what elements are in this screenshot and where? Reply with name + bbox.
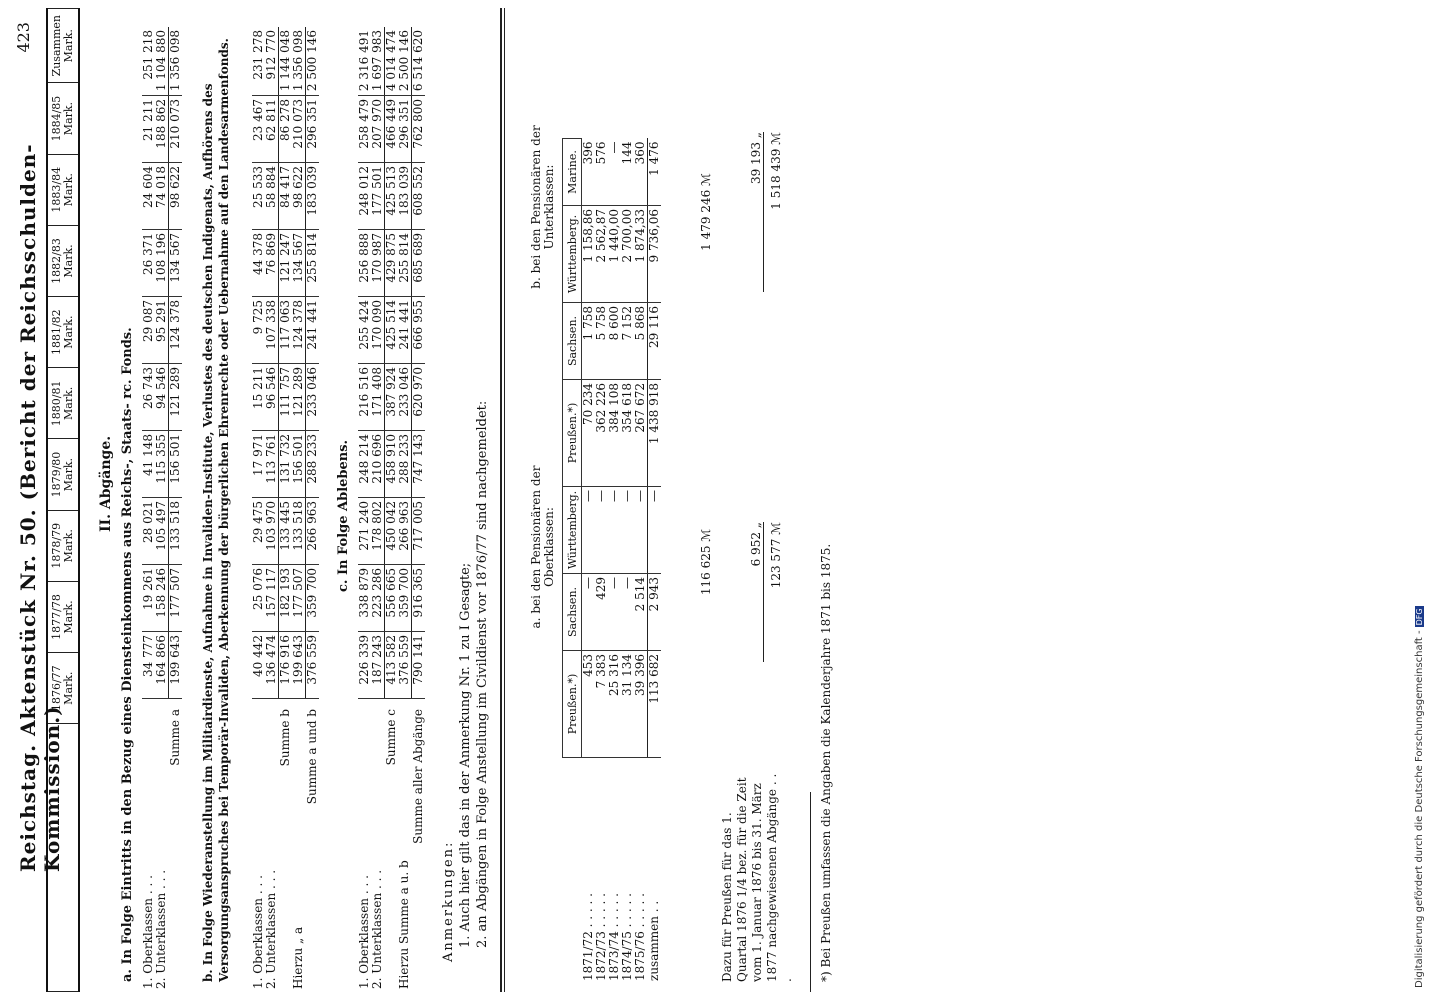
row-label: 1872/73 . . . . . (594, 893, 608, 981)
value-cell: 94 546 (155, 364, 169, 431)
value-cell: — (621, 574, 634, 651)
row-label: 1. Oberklassen . . . (141, 875, 155, 989)
sum-row (279, 27, 293, 992)
value-cell: 44 378 (252, 230, 265, 297)
value-cell: 133 518 (292, 498, 306, 565)
value-cell: 21 211 (142, 96, 155, 163)
value-cell: 58 884 (265, 163, 279, 230)
table-c (358, 27, 425, 992)
value-cell: 117 063 (279, 297, 293, 364)
value-cell: 164 866 (155, 632, 169, 699)
value-cell: 216 516 (358, 364, 371, 431)
value-cell: 134 567 (292, 230, 306, 297)
value-cell: 6 514 620 (412, 27, 426, 96)
row-label: 2. Unterklassen . . . (264, 869, 279, 989)
value-cell: 360 (634, 139, 648, 206)
value-cell: 134 567 (169, 230, 183, 297)
value-cell: 86 278 (279, 96, 293, 163)
value-cell: 9 725 (252, 297, 265, 364)
value-cell: 255 424 (358, 297, 371, 364)
value-cell: 429 875 (385, 230, 399, 297)
row-label: Summe b (277, 709, 292, 767)
value-cell: 170 090 (371, 297, 385, 364)
value-cell: 176 916 (279, 632, 293, 699)
value-cell: — (595, 487, 608, 574)
value-cell: 450 042 (385, 498, 399, 565)
remark-2: 2. an Abgängen in Folge Anstellung im Civildienst vor 1876/77 sind nachgemeldet: (475, 400, 490, 948)
value-cell: 1 356 098 (169, 27, 183, 96)
value-cell: 223 286 (371, 565, 385, 632)
remarks-title: Anmerkungen: (441, 840, 456, 962)
value-cell: 608 552 (412, 163, 426, 230)
supplement-note: Dazu für Preußen für das 1. Quartal 1876 1/4 bez. für die Zeit vom 1. Januar 1876 bis 31. März 1877 nachgewiesenen Abgänge . . . (720, 773, 794, 982)
col-header: Marine. (563, 139, 582, 206)
digitization-credit (1414, 606, 1425, 988)
col-header: Sachsen. (563, 574, 582, 651)
value-cell: 9 736,06 (648, 206, 662, 303)
table-row (155, 27, 169, 992)
table-row (582, 139, 596, 985)
value-cell: 1 758 (582, 303, 596, 380)
section-divider (504, 8, 505, 992)
section-title: II. Abgänge. (98, 435, 114, 532)
value-cell: 144 (621, 139, 634, 206)
value-cell: 177 507 (169, 565, 183, 632)
remarks (440, 401, 491, 962)
value-cell: 5 758 (595, 303, 608, 380)
value-cell: 2 500 146 (306, 27, 320, 96)
value-cell: 912 770 (265, 27, 279, 96)
value-cell: 666 955 (412, 297, 426, 364)
value-cell: 255 814 (398, 230, 412, 297)
value-cell: 425 513 (385, 163, 399, 230)
value-cell: 762 800 (412, 96, 426, 163)
value-cell: 113 682 (648, 651, 662, 758)
value-cell: 29 087 (142, 297, 155, 364)
year-header: 1877/78 Mark. (47, 581, 79, 652)
table-row (608, 139, 621, 985)
value-cell: — (582, 487, 596, 574)
value-cell: 354 618 (621, 380, 634, 487)
value-cell: 2 943 (648, 574, 662, 651)
value-cell: — (634, 487, 648, 574)
value-cell: 2 700,00 (621, 206, 634, 303)
value-cell: 177 507 (292, 565, 306, 632)
value-cell: 258 479 (358, 96, 371, 163)
row-label: Summe a und b (304, 709, 319, 805)
col-header: Preußen.*) (563, 651, 582, 758)
col-header: Sachsen. (563, 303, 582, 380)
year-header: 1880/81 Mark. (47, 368, 79, 439)
value-cell: 296 351 (398, 96, 412, 163)
table-row (265, 27, 279, 992)
row-label: 1871/72 . . . . . (580, 893, 595, 981)
value-cell: 5 868 (634, 303, 648, 380)
value-cell: 256 888 (358, 230, 371, 297)
value-cell: — (582, 574, 596, 651)
row-label: 1875/76 . . . . . (633, 893, 648, 981)
value-cell: 747 143 (412, 431, 426, 498)
year-header: 1883/84 Mark. (47, 154, 79, 225)
value-cell: 26 371 (142, 230, 155, 297)
value-cell: 8 600 (608, 303, 621, 380)
rotated-page-content (8, 8, 1426, 992)
table-row (398, 27, 412, 992)
value-cell: 620 970 (412, 364, 426, 431)
value-cell: 241 441 (306, 297, 320, 364)
value-cell: 4 014 474 (385, 27, 399, 96)
value-cell: 28 021 (142, 498, 155, 565)
value-cell: 107 338 (265, 297, 279, 364)
value-cell: 233 046 (398, 364, 412, 431)
value-cell: 29 475 (252, 498, 265, 565)
value-cell: 157 117 (265, 565, 279, 632)
value-cell: 26 743 (142, 364, 155, 431)
value-cell: 136 474 (265, 632, 279, 699)
value-cell: 429 (595, 574, 608, 651)
value-cell: 233 046 (306, 364, 320, 431)
value-cell: 62 811 (265, 96, 279, 163)
value-cell: 41 148 (142, 431, 155, 498)
table-a (142, 27, 182, 992)
row-label: 2. Unterklassen . . . (154, 869, 169, 989)
value-cell: 338 879 (358, 565, 371, 632)
total-header: Zusammen Mark. (47, 9, 79, 83)
value-cell: 1 144 048 (279, 27, 293, 96)
page-number: 423 (14, 22, 33, 53)
value-cell: 105 497 (155, 498, 169, 565)
value-cell: 7 152 (621, 303, 634, 380)
value-cell: 576 (595, 139, 608, 206)
value-cell: 25 533 (252, 163, 265, 230)
value-cell: 255 814 (306, 230, 320, 297)
value-cell: 183 039 (306, 163, 320, 230)
value-cell: 124 378 (292, 297, 306, 364)
value-cell: 1 874,33 (634, 206, 648, 303)
value-cell: 387 924 (385, 364, 399, 431)
value-cell: 1 438 918 (648, 380, 662, 487)
value-cell: 15 211 (252, 364, 265, 431)
row-label: Hierzu Summe a u. b (397, 860, 412, 989)
value-cell: 31 134 (621, 651, 634, 758)
value-cell: 156 501 (292, 431, 306, 498)
value-cell: 178 802 (371, 498, 385, 565)
footnote-rule (810, 792, 811, 992)
heading-a: a. In Folge Eintritts in den Bezug eines Diensteinkommens aus Reichs-, Staats- rc. Fonds. (120, 327, 135, 982)
group-b-grand: 1 518 439 ℳ (769, 132, 783, 210)
remark-1: 1. Auch hier gilt das in der Anmerkung Nr. 1 zu I Gesagte; (458, 562, 473, 948)
value-cell: 74 018 (155, 163, 169, 230)
value-cell: 376 559 (398, 632, 412, 699)
value-cell: 115 355 (155, 431, 169, 498)
value-cell: 226 339 (358, 632, 371, 699)
value-cell: 425 514 (385, 297, 399, 364)
value-cell: 251 218 (142, 27, 155, 96)
year-header: 1884/85 Mark. (47, 83, 79, 154)
running-title: Reichstag. Aktenstück Nr. 50. (Bericht der Reichsschulden-Kommission.) (16, 143, 64, 872)
value-cell: 210 073 (292, 96, 306, 163)
value-cell: 39 396 (634, 651, 648, 758)
value-cell: 113 761 (265, 431, 279, 498)
value-cell: 231 278 (252, 27, 265, 96)
column-header-blank (47, 724, 79, 992)
value-cell: 248 214 (358, 431, 371, 498)
value-cell: 95 291 (155, 297, 169, 364)
value-cell: 121 289 (292, 364, 306, 431)
value-cell: 156 501 (169, 431, 183, 498)
row-label: Summe a (167, 709, 182, 766)
value-cell: 40 442 (252, 632, 265, 699)
value-cell: 103 970 (265, 498, 279, 565)
sum-row (306, 27, 320, 992)
value-cell: 296 351 (306, 96, 320, 163)
value-cell: — (608, 139, 621, 206)
section-divider (500, 8, 502, 992)
value-cell: — (621, 487, 634, 574)
value-cell: 199 643 (169, 632, 183, 699)
group-a-grand: 123 577 ℳ (769, 522, 783, 589)
value-cell: 2 316 491 (358, 27, 371, 96)
value-cell: 556 665 (385, 565, 399, 632)
year-header: 1881/82 Mark. (47, 297, 79, 368)
value-cell: 133 518 (169, 498, 183, 565)
value-cell: 177 501 (371, 163, 385, 230)
group-b-total: 1 479 246 ℳ (699, 173, 713, 251)
column-header-row (46, 8, 80, 992)
value-cell: 267 672 (634, 380, 648, 487)
row-label: 1. Oberklassen . . . (251, 875, 265, 989)
value-cell: — (608, 487, 621, 574)
value-cell: 29 116 (648, 303, 662, 380)
value-cell: 207 970 (371, 96, 385, 163)
value-cell: 1 476 (648, 139, 662, 206)
value-cell: 266 963 (306, 498, 320, 565)
value-cell: 413 582 (385, 632, 399, 699)
supplement-table (562, 138, 661, 984)
value-cell: 25 076 (252, 565, 265, 632)
value-cell: 685 689 (412, 230, 426, 297)
value-cell: 2 500 146 (398, 27, 412, 96)
value-cell: 121 247 (279, 230, 293, 297)
table-row (595, 139, 608, 985)
value-cell: 187 243 (371, 632, 385, 699)
value-cell: 34 777 (142, 632, 155, 699)
value-cell: 19 261 (142, 565, 155, 632)
value-cell: — (608, 574, 621, 651)
value-cell: 7 383 (595, 651, 608, 758)
heading-b: b. In Folge Wiederanstellung im Militairdienste, Aufnahme in Invaliden-Institute, Verlustes des deutschen Indigenats, Aufhörens des Versorgungsanspruches bei Temporär-Invaliden, Aberkennung der bürgerlichen Ehrenrechte oder Uebernahme auf den Landesarmenfonds. (201, 38, 231, 982)
value-cell: 2 514 (634, 574, 648, 651)
value-cell: 76 869 (265, 230, 279, 297)
table-row (371, 27, 385, 992)
row-label: 1. Oberklassen . . . (357, 875, 371, 989)
value-cell: 241 441 (398, 297, 412, 364)
row-label: Hierzu „ a (291, 926, 306, 989)
value-cell: 466 449 (385, 96, 399, 163)
table-row (621, 139, 634, 985)
value-cell: 84 417 (279, 163, 293, 230)
value-cell: 288 233 (306, 431, 320, 498)
value-cell: 158 246 (155, 565, 169, 632)
value-cell: 23 467 (252, 96, 265, 163)
value-cell: — (648, 487, 662, 574)
table-b (252, 27, 319, 992)
value-cell: 199 643 (292, 632, 306, 699)
value-cell: 384 108 (608, 380, 621, 487)
year-header: 1878/79 Mark. (47, 510, 79, 581)
value-cell: 717 005 (412, 498, 426, 565)
sum-row (412, 27, 426, 992)
credit-text: Digitalisierung gefördert durch die Deutsche Forschungsgemeinschaft - (1414, 630, 1425, 988)
value-cell: 25 316 (608, 651, 621, 758)
value-cell: 453 (582, 651, 596, 758)
value-cell: 98 622 (169, 163, 183, 230)
value-cell: 171 408 (371, 364, 385, 431)
value-cell: 266 963 (398, 498, 412, 565)
value-cell: 271 240 (358, 498, 371, 565)
value-cell: 170 987 (371, 230, 385, 297)
group-a-total: 116 625 ℳ (699, 528, 713, 596)
row-label: 1873/74 . . . . . (607, 893, 621, 981)
value-cell: 182 193 (279, 565, 293, 632)
heading-c: c. In Folge Ablebens. (336, 439, 351, 592)
value-cell: 124 378 (169, 297, 183, 364)
group-b-title: b. bei den Pensionären der Unterklassen: (529, 125, 556, 289)
dfg-logo: DFG (1415, 608, 1424, 626)
col-header: Preußen.*) (563, 380, 582, 487)
sum-row (648, 139, 662, 985)
col-header: Württemberg. (563, 206, 582, 303)
group-a-title: a. bei den Pensionären der Oberklassen: (529, 465, 556, 629)
row-label: Summe aller Abgänge (410, 709, 425, 844)
group-b-extra: 39 193 „ (750, 132, 764, 292)
sum-row (169, 27, 183, 992)
year-header: 1882/83 Mark. (47, 225, 79, 296)
value-cell: 248 012 (358, 163, 371, 230)
value-cell: 183 039 (398, 163, 412, 230)
value-cell: 121 289 (169, 364, 183, 431)
table-row (634, 139, 648, 985)
value-cell: 1 697 983 (371, 27, 385, 96)
value-cell: 458 910 (385, 431, 399, 498)
value-cell: 131 732 (279, 431, 293, 498)
group-a-extra: 6 952 „ (750, 522, 764, 662)
value-cell: 108 196 (155, 230, 169, 297)
value-cell: 96 546 (265, 364, 279, 431)
table-row (292, 27, 306, 992)
value-cell: 188 862 (155, 96, 169, 163)
value-cell: 210 696 (371, 431, 385, 498)
sum-row (385, 27, 399, 992)
value-cell: 210 073 (169, 96, 183, 163)
value-cell: 359 700 (398, 565, 412, 632)
value-cell: 362 226 (595, 380, 608, 487)
value-cell: 133 445 (279, 498, 293, 565)
year-header: 1876/77 Mark. (47, 653, 79, 724)
row-label: Summe c (383, 709, 398, 766)
value-cell: 288 233 (398, 431, 412, 498)
value-cell: 111 757 (279, 364, 293, 431)
footnote: *) Bei Preußen umfassen die Angaben die Kalenderjahre 1871 bis 1875. (819, 543, 833, 982)
value-cell: 1 158,86 (582, 206, 596, 303)
row-label: 1874/75 . . . . . (620, 893, 634, 981)
value-cell: 1 104 880 (155, 27, 169, 96)
value-cell: 98 622 (292, 163, 306, 230)
value-cell: 1 440,00 (608, 206, 621, 303)
col-header: Württemberg. (563, 487, 582, 574)
row-label: 2. Unterklassen . . . (370, 869, 385, 989)
value-cell: 24 604 (142, 163, 155, 230)
value-cell: 1 356 098 (292, 27, 306, 96)
value-cell: 376 559 (306, 632, 320, 699)
value-cell: 790 141 (412, 632, 426, 699)
value-cell: 17 971 (252, 431, 265, 498)
value-cell: 70 234 (582, 380, 596, 487)
row-label: zusammen . . (646, 900, 661, 981)
value-cell: 2 562,87 (595, 206, 608, 303)
value-cell: 396 (582, 139, 596, 206)
year-header: 1879/80 Mark. (47, 439, 79, 510)
value-cell: 916 365 (412, 565, 426, 632)
value-cell: 359 700 (306, 565, 320, 632)
